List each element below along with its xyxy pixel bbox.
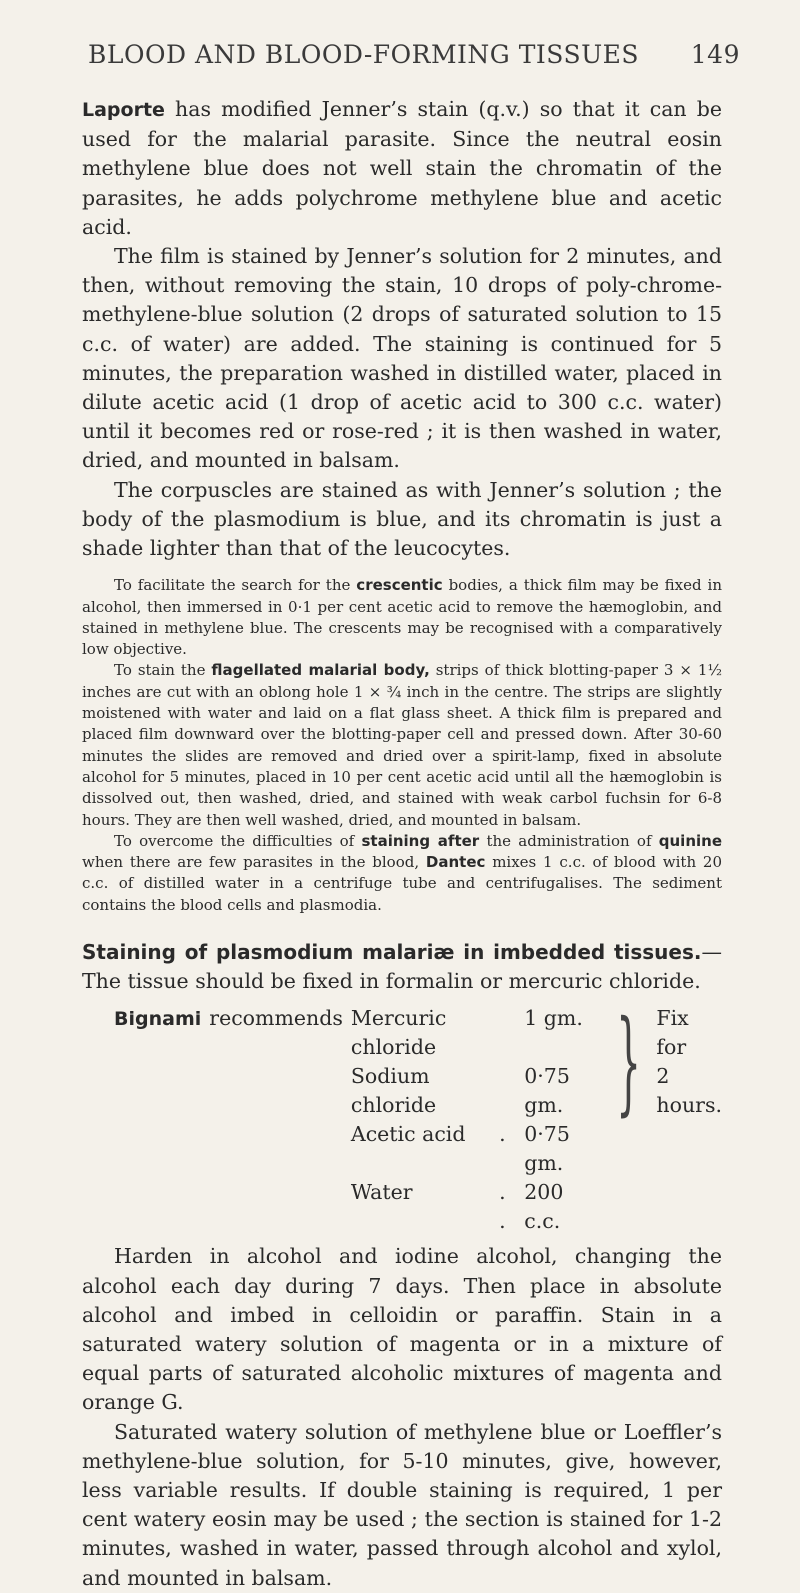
running-head-title: BLOOD AND BLOOD-FORMING TISSUES: [88, 40, 640, 69]
quinine-bold: quinine: [658, 831, 722, 850]
crescentic-bold: crescentic: [356, 576, 443, 595]
paragraph-laporte: [82, 95, 722, 242]
page-content: [82, 95, 722, 1593]
recipe-table: [351, 1004, 599, 1236]
ingredient-name: Acetic acid: [350, 1122, 466, 1147]
recipe-row: [351, 1120, 599, 1178]
page-number: 149: [690, 40, 740, 69]
paragraph-methylene: Saturated watery solution of methylene blue or Loeffler’s methylene-blue solution, for 5-10 minutes, give, however, less variable results. If double staining is required, 1 per cent watery eosin may be used ; the section is stained for 1-2 minutes, washed in water, passed through alcohol and xylol, and mounted in balsam.: [82, 1419, 722, 1590]
section-text: —The tissue should be fixed in formalin or mercuric chloride.: [82, 940, 722, 994]
paragraph-corpuscles: The corpuscles are stained as with Jenner’s solution ; the body of the plasmodium is blue, and its chromatin is just a shade lighter than that of the leucocytes.: [82, 477, 722, 561]
curly-brace-icon: }: [616, 997, 642, 1128]
note-quinine: To overcome the difficulties of staining after the administration of quinine when there are few parasites in the blood, Dantec mixes 1 c.c. of blood with 20 c.c. of distilled water in a centrifuge tube and centrifugalises. The sediment contains the blood cells and plasmodia.: [82, 831, 722, 914]
ingredient-name: Water: [350, 1180, 413, 1205]
fix-note: Fix for 2 hours.: [656, 1006, 722, 1118]
ingredient-name: Sodium chloride: [350, 1064, 437, 1118]
ingredient-amount: 0·75 gm.: [524, 1064, 570, 1118]
paragraph-harden: Harden in alcohol and iodine alcohol, changing the alcohol each day during 7 days. Then place in absolute alcohol and imbed in celloidin or paraffin. Stain in a saturated watery solution of magenta or in a mixture of equal parts of saturated alcoholic mixtures of magenta and orange G.: [82, 1244, 722, 1415]
ingredient-name: Mercuric chloride: [350, 1006, 447, 1060]
ingredient-amount: 0·75 gm.: [524, 1122, 570, 1176]
bignami-recipe: [114, 997, 722, 1236]
ingredient-dots: .: [499, 1122, 506, 1147]
recipe-verb: recommends: [209, 1006, 343, 1031]
ingredient-dots: [499, 1004, 518, 1062]
note-crescentic: To facilitate the search for the crescentic bodies, a thick film may be fixed in alcohol, then immersed in 0·1 per cent acetic acid to remove the hæmoglobin, and stained in methylene blue. The crescents may be recognised with a comparatively low objective.: [82, 576, 722, 659]
brace: [603, 997, 722, 1128]
dantec-bold: Dantec: [425, 853, 486, 872]
running-head: [88, 40, 740, 69]
ingredient-amount: 1 gm.: [524, 1006, 583, 1031]
note-flagellated: To stain the flagellated malarial body, strips of thick blotting-paper 3 × 1½ inches are cut with an oblong hole 1 × ¾ inch in the centre. The strips are slightly moistened with water and laid on a flat glass sheet. A thick film is prepared and placed film downward over the blotting-paper cell and pressed down. After 30-60 minutes the slides are removed and dried over a spirit-lamp, fixed in absolute alcohol for 5 minutes, placed in 10 per cent acetic acid until all the hæmoglobin is dissolved out, then washed, dried, and stained with weak carbol fuchsin for 6-8 hours. They are then well washed, dried, and mounted in balsam.: [82, 661, 722, 829]
ingredient-dots: . .: [499, 1180, 506, 1234]
recipe-row: [351, 1004, 599, 1062]
ingredient-amount: 200 c.c.: [524, 1180, 564, 1234]
flagellated-bold: flagellated malarial body,: [211, 661, 430, 680]
staining-after-bold: staining after: [361, 831, 480, 850]
laporte-lead: Laporte: [82, 99, 165, 121]
section-imbedded-tissues: [82, 938, 722, 996]
recipe-row: [351, 1062, 599, 1120]
ingredient-dots: [499, 1062, 518, 1120]
section-title: Staining of plasmodium malariæ in imbedded tissues.: [82, 940, 702, 964]
paragraph-film-staining: The film is stained by Jenner’s solution for 2 minutes, and then, without removing the stain, 10 drops of poly-chrome-methylene-blue solution (2 drops of saturated solution to 15 c.c. of water) are added. The staining is continued for 5 minutes, the preparation washed in distilled water, placed in dilute acetic acid (1 drop of acetic acid to 300 c.c. water) until it becomes red or rose-red ; it is then washed in water, dried, and mounted in balsam.: [82, 244, 722, 473]
recipe-author: Bignami: [114, 1008, 202, 1031]
small-print-notes: [82, 575, 722, 916]
laporte-text: has modified Jenner’s stain (q.v.) so that it can be used for the malarial parasite. Since the neutral eosin methylene blue does not well stain the chromatin of the parasites, he adds polychrome methylene blue and acetic acid.: [82, 97, 722, 239]
recipe-row: [351, 1178, 599, 1236]
